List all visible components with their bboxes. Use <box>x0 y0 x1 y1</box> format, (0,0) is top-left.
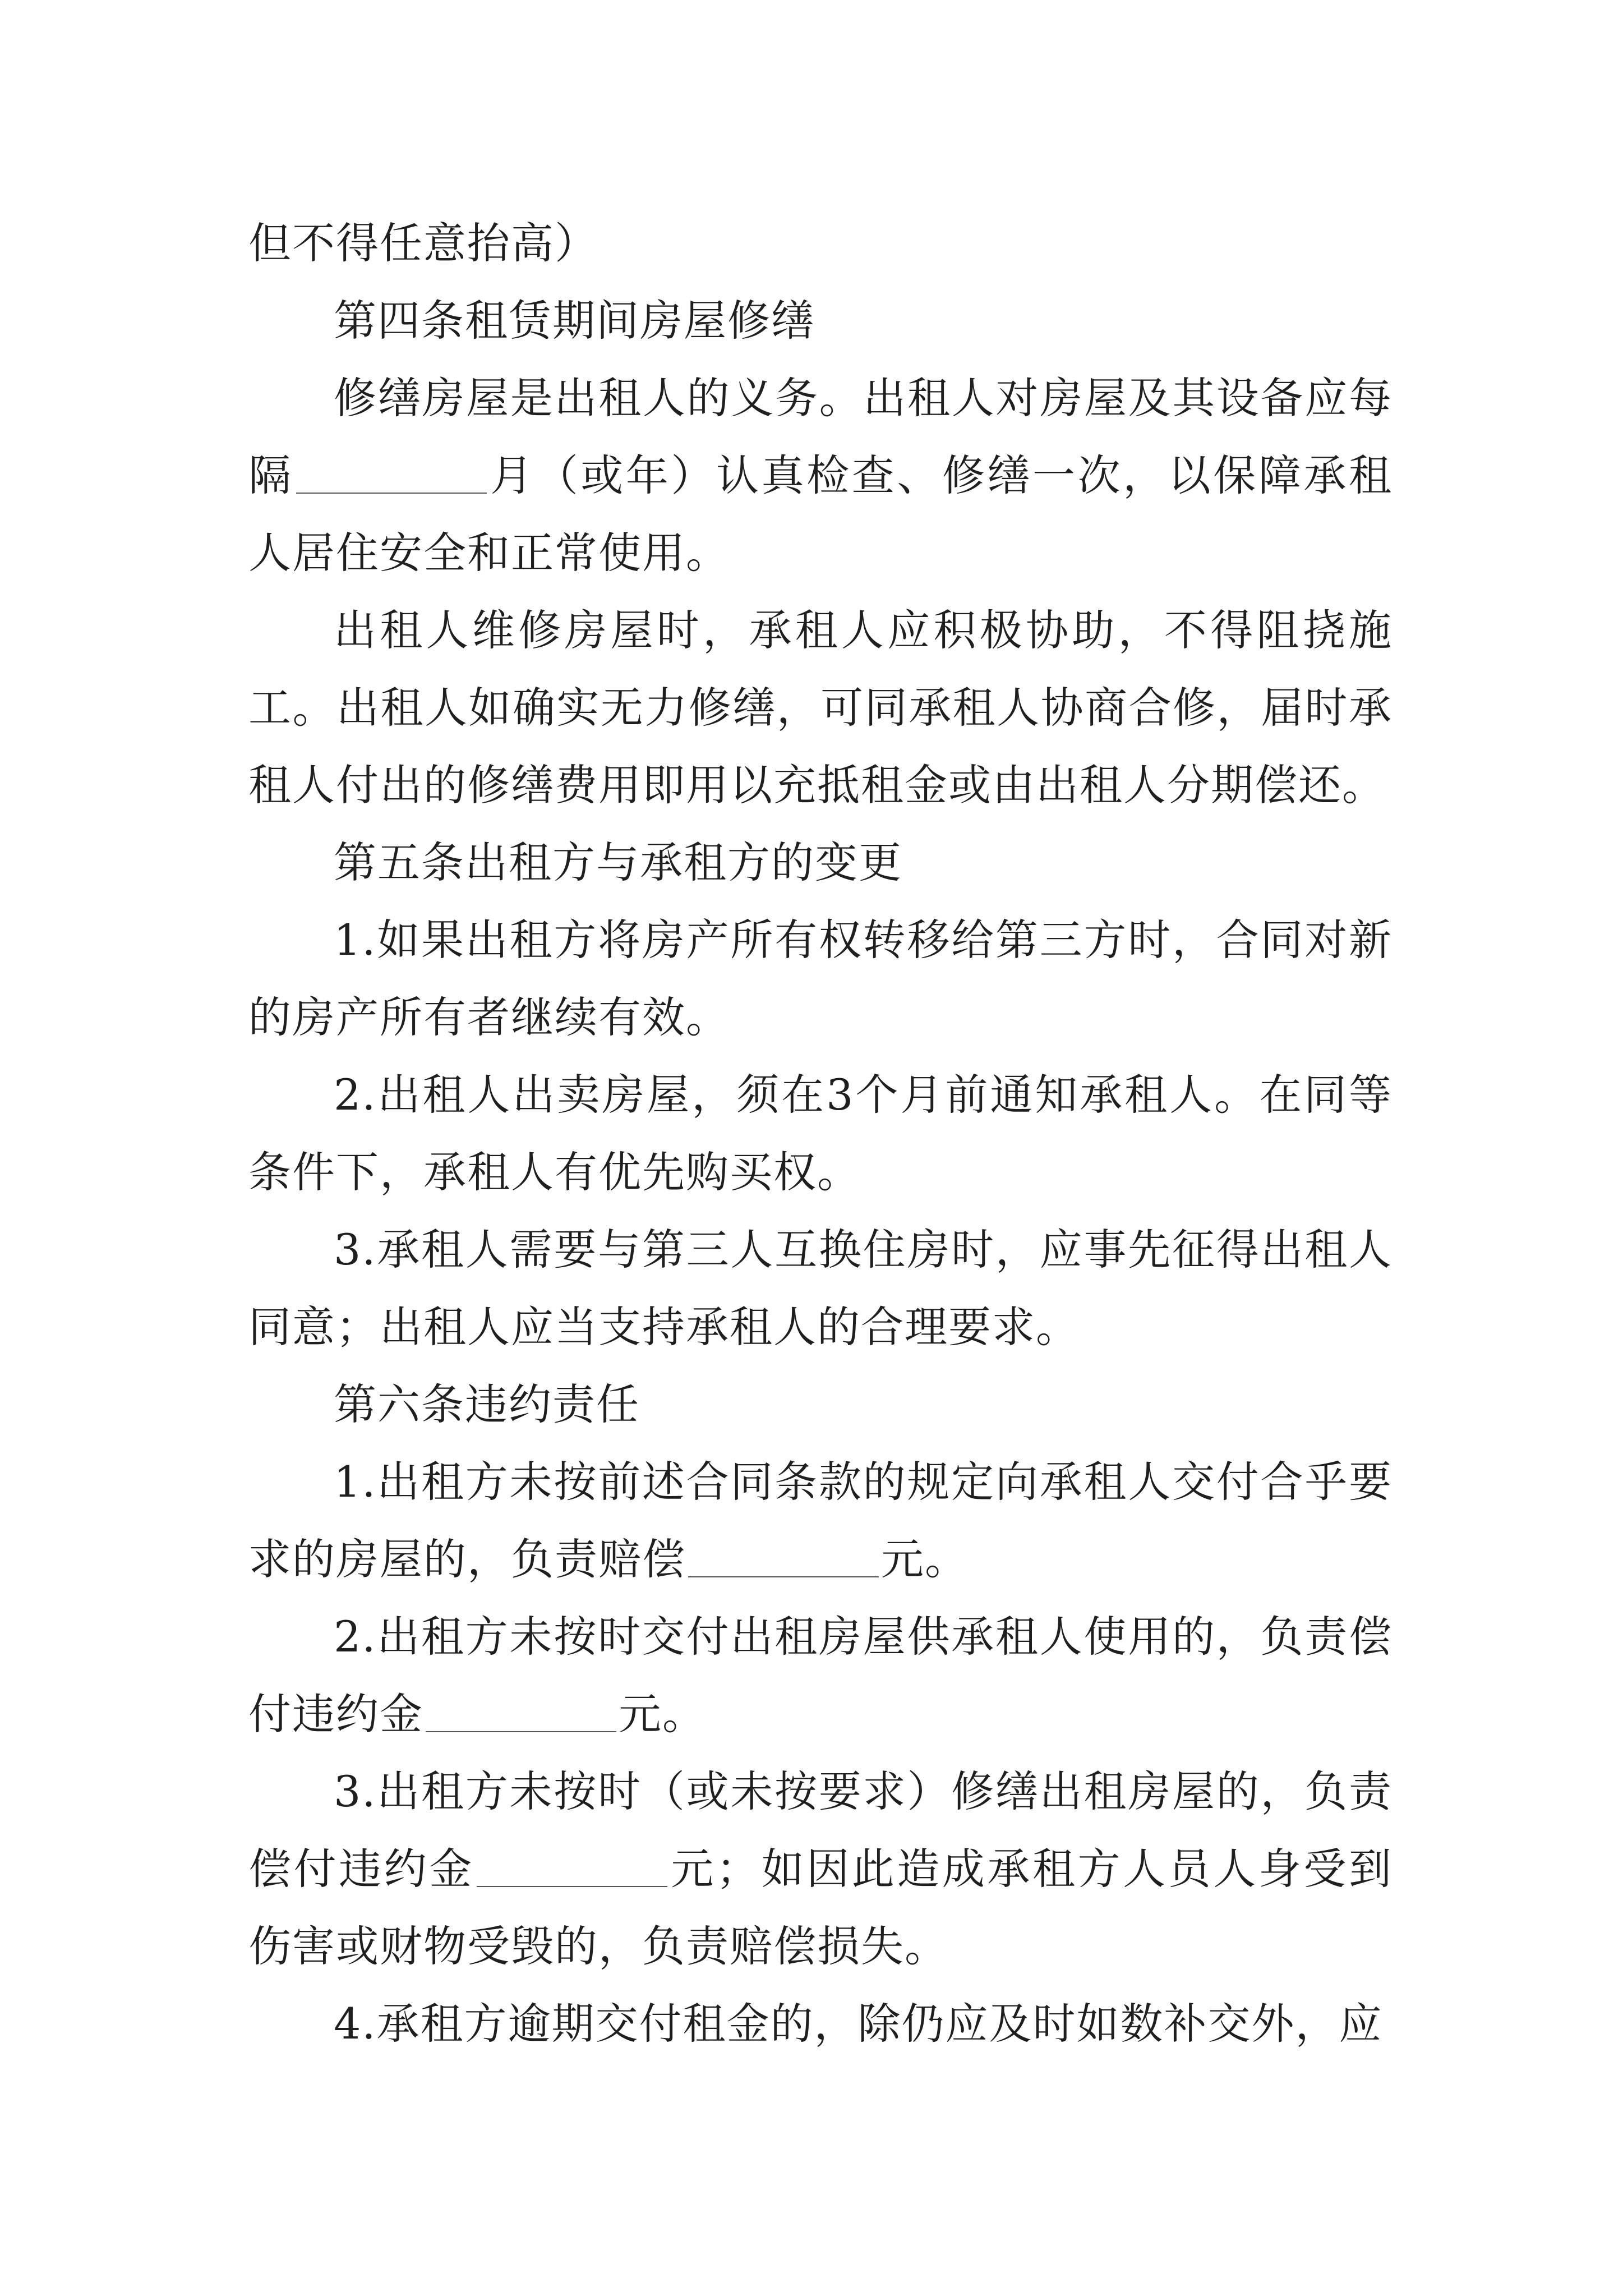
fill-in-blank[interactable] <box>477 1843 667 1887</box>
text: 第五条出租方与承租方的变更 <box>334 838 902 887</box>
fill-in-blank[interactable] <box>426 1688 616 1732</box>
article-4-cooperation <box>248 592 1393 824</box>
fill-in-blank[interactable] <box>296 450 487 494</box>
article-6-item-3 <box>248 1753 1393 1985</box>
text: 3.承租人需要与第三人互换住房时，应事先征得出租人同意；出租人应当支持承租人的合理要求。 <box>248 1225 1393 1352</box>
text: 2.出租方未按时交付出租房屋供承租人使用的，负责偿付违约金 <box>248 1612 1393 1739</box>
text: 月（或年）认真检查、修缮一次，以保障承租人居住安全和正常使用。 <box>248 450 1393 578</box>
article-5-item-1 <box>248 901 1393 1056</box>
article-5-item-2 <box>248 1056 1393 1211</box>
contract-body <box>248 205 1393 2063</box>
article-5-item-3 <box>248 1211 1393 1366</box>
article-4-heading <box>248 282 1393 360</box>
text: 第六条违约责任 <box>334 1379 640 1429</box>
text: 1.出租方未按前述合同条款的规定向承租人交付合乎要求的房屋的，负责赔偿 <box>248 1457 1393 1584</box>
text: 元；如因此造成承租方人员人身受到伤害或财物受毁的，负责赔偿损失。 <box>248 1844 1393 1971</box>
text: 修缮房屋是出租人的义务。出租人对房屋及其设备应每隔 <box>248 373 1393 500</box>
text: 出租人维修房屋时，承租人应积极协助，不得阻挠施工。出租人如确实无力修缮，可同承租人协商合修，届时承租人付出的修缮费用即用以充抵租金或由出租人分期偿还。 <box>248 605 1393 810</box>
text: 1.如果出租方将房产所有权转移给第三方时，合同对新的房产所有者继续有效。 <box>248 915 1393 1042</box>
article-6-item-1 <box>248 1443 1393 1598</box>
article-5-heading <box>248 824 1393 901</box>
article-6-item-2 <box>248 1598 1393 1753</box>
text: 但不得任意抬高） <box>248 218 598 268</box>
text: 3.出租方未按时（或未按要求）修缮出租房屋的，负责偿付违约金 <box>248 1766 1393 1894</box>
text: 2.出租人出卖房屋，须在3个月前通知承租人。在同等条件下，承租人有优先购买权。 <box>248 1070 1393 1197</box>
text: 第四条租赁期间房屋修缮 <box>334 296 815 346</box>
text: 元。 <box>619 1689 706 1739</box>
text: 元。 <box>881 1534 969 1584</box>
fill-in-blank[interactable] <box>688 1534 879 1577</box>
paragraph-continued <box>248 205 1393 282</box>
article-4-repair-duty <box>248 360 1393 592</box>
article-6-item-4 <box>248 1985 1393 2063</box>
article-6-heading <box>248 1366 1393 1443</box>
text: 4.承租方逾期交付租金的，除仍应及时如数补交外，应 <box>334 1999 1383 2049</box>
